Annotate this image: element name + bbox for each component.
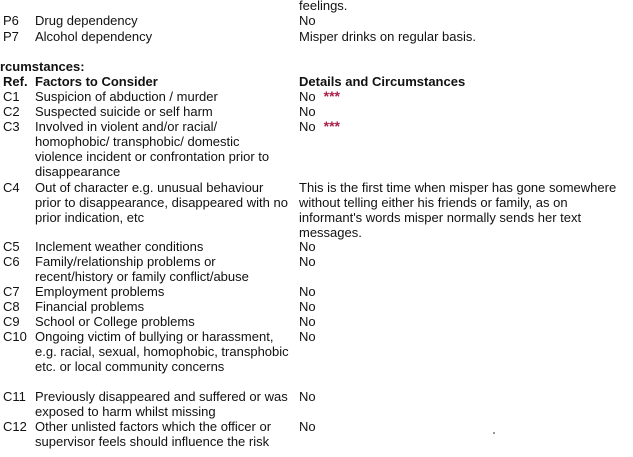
ref-cell: P6 xyxy=(3,13,19,28)
factor-cell: Other unlisted factors which the officer or supervisor feels should influence the risk xyxy=(35,419,272,449)
factor-cell: Suspected suicide or self harm xyxy=(35,104,213,119)
detail-cell: No xyxy=(299,389,316,404)
factor-cell: Ongoing victim of bullying or harassment, e.g. racial, sexual, homophobic, transphobic etc. or local community concerns xyxy=(35,329,289,374)
detail-text: No xyxy=(299,89,316,104)
factor-cell: Employment problems xyxy=(35,284,165,299)
factor-cell: School or College problems xyxy=(35,314,195,329)
factor-cell: Involved in violent and/or racial/ homophobic/ transphobic/ domestic violence incident or confrontation prior to disappearance xyxy=(35,119,270,179)
factor-cell: Inclement weather conditions xyxy=(35,239,204,254)
factor-cell: Out of character e.g. unusual behaviour prior to disappearance, disappeared with no prior indication, etc xyxy=(35,180,288,225)
ref-cell: C8 xyxy=(3,299,20,314)
header-detail: Details and Circumstances xyxy=(299,74,466,89)
risk-flag-stars: *** xyxy=(323,118,340,134)
detail-cell xyxy=(299,89,631,104)
ref-cell: C10 xyxy=(3,329,27,344)
top-continuation: feelings. xyxy=(299,0,348,13)
detail-cell: No xyxy=(299,13,316,28)
header-factor: Factors to Consider xyxy=(35,74,158,89)
ref-cell: C12 xyxy=(3,419,27,434)
ref-cell: C7 xyxy=(3,284,20,299)
section-heading: rcumstances: xyxy=(0,59,85,74)
factor-cell: Alcohol dependency xyxy=(35,29,153,44)
detail-cell: No xyxy=(299,299,316,314)
scan-speck xyxy=(493,432,495,434)
header-ref: Ref. xyxy=(3,74,28,89)
ref-cell: C3 xyxy=(3,119,20,134)
detail-cell: This is the first time when misper has gone somewhere without telling either his friends or family, as on informant's words misper normally sends her text messages. xyxy=(299,180,617,240)
detail-cell: Misper drinks on regular basis. xyxy=(299,29,477,44)
factor-cell: Family/relationship problems or recent/history or family conflict/abuse xyxy=(35,254,249,284)
ref-cell: C4 xyxy=(3,180,20,195)
factor-cell: Previously disappeared and suffered or was exposed to harm whilst missing xyxy=(35,389,288,419)
ref-cell: C2 xyxy=(3,104,20,119)
ref-cell: C5 xyxy=(3,239,20,254)
factor-cell: Suspicion of abduction / murder xyxy=(35,89,218,104)
ref-cell: C11 xyxy=(3,389,26,404)
detail-cell: No xyxy=(299,104,316,119)
factor-cell: Drug dependency xyxy=(35,13,138,28)
detail-cell: No xyxy=(299,314,316,329)
factor-cell: Financial problems xyxy=(35,299,145,314)
risk-flag-stars: *** xyxy=(323,88,340,104)
detail-text: No xyxy=(299,119,316,134)
detail-cell: No xyxy=(299,254,316,269)
ref-cell: C6 xyxy=(3,254,20,269)
detail-cell xyxy=(299,119,631,134)
ref-cell: C1 xyxy=(3,89,20,104)
detail-cell: No xyxy=(299,419,316,434)
ref-cell: C9 xyxy=(3,314,20,329)
detail-cell: No xyxy=(299,284,316,299)
detail-cell: No xyxy=(299,239,316,254)
detail-cell: No xyxy=(299,329,316,344)
ref-cell: P7 xyxy=(3,29,19,44)
